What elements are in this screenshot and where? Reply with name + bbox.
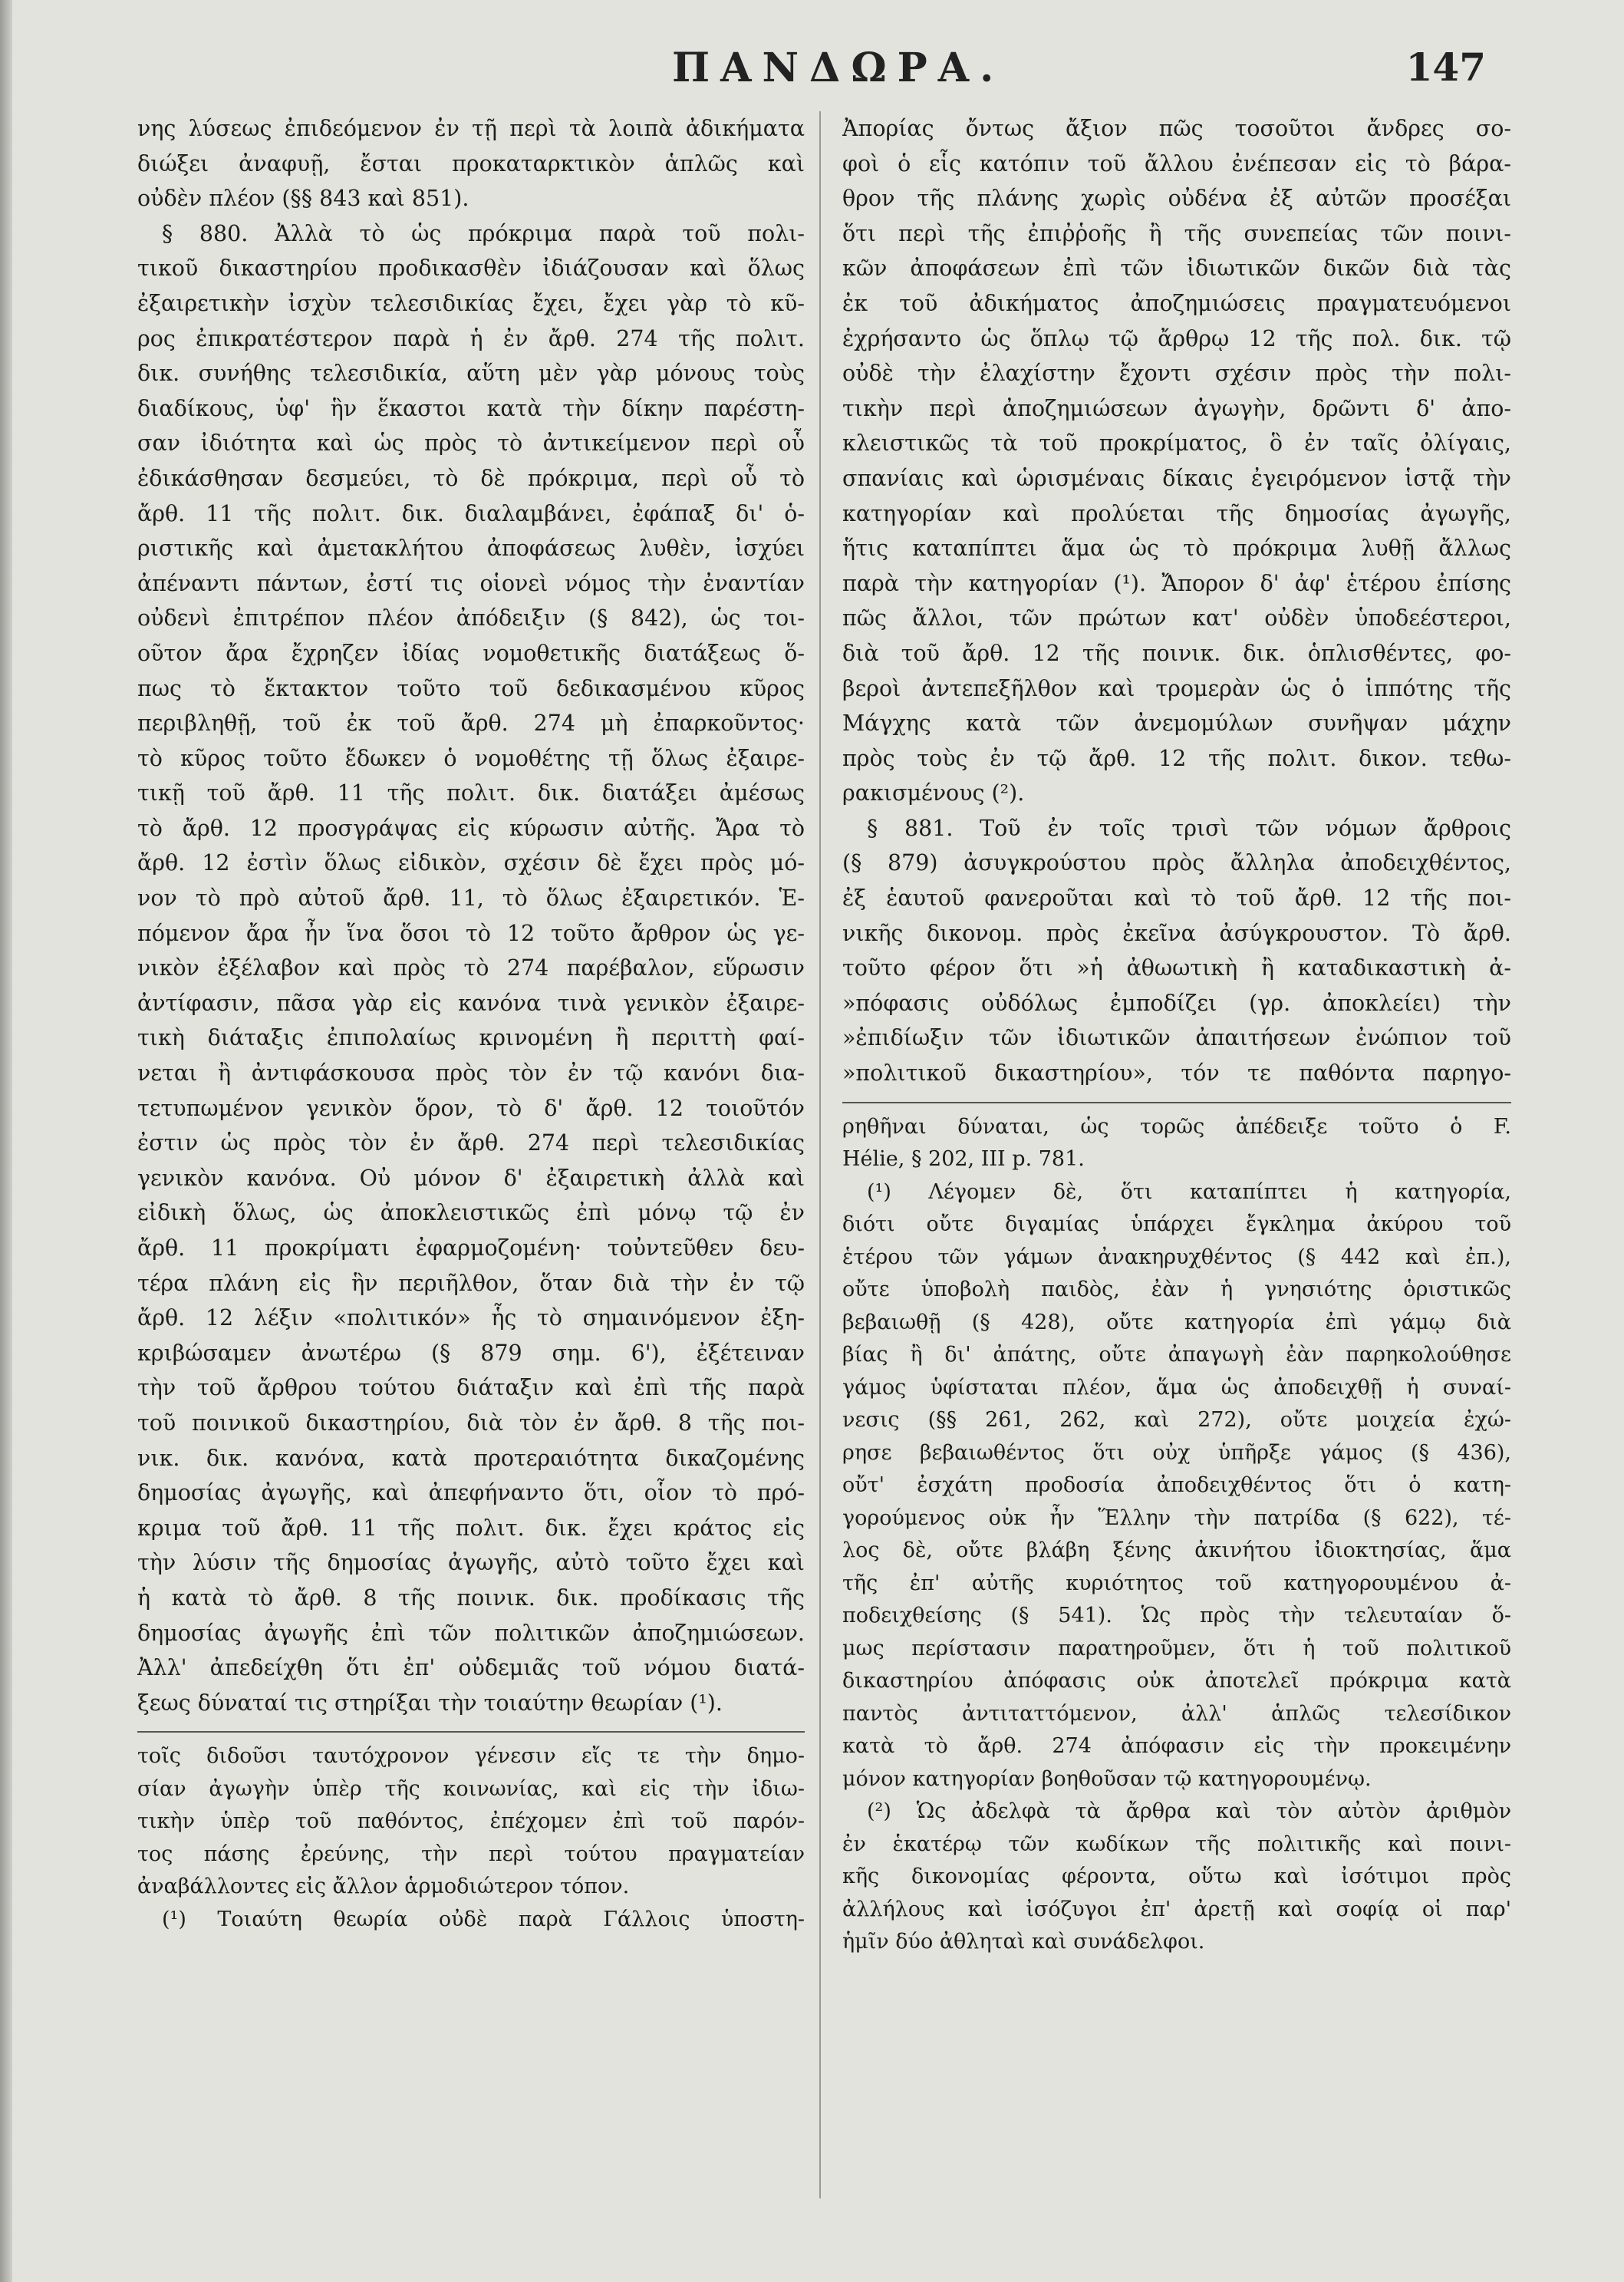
text-line: κλειστικῶς τὰ τοῦ προκρίματος, ὃ ἐν ταῖς ὀλίγαις, bbox=[842, 430, 1511, 457]
text-line: νικὸν ἐξέλαβον καὶ πρὸς τὸ 274 παρέβαλον, εὕρωσιν bbox=[137, 955, 805, 981]
text-line: διαδίκους, ὑφ' ἣν ἕκαστοι κατὰ τὴν δίκην παρέστη- bbox=[137, 395, 805, 421]
page-number: 147 bbox=[1405, 45, 1486, 90]
text-line: ἐξαιρετικὴν ἰσχὺν τελεσιδικίας ἔχει, ἔχει γὰρ τὸ κῦ- bbox=[137, 290, 805, 316]
footnote-line: βίας ἢ δι' ἀπάτης, οὔτε ἀπαγωγὴ ἐὰν παρηκολούθησε bbox=[842, 1343, 1511, 1367]
text-line: κῶν ἀποφάσεων ἐπὶ τῶν ἰδιωτικῶν δικῶν διὰ τὰς bbox=[842, 256, 1511, 282]
text-line: Ἀλλ' ἀπεδείχθη ὅτι ἐπ' οὐδεμιᾶς τοῦ νόμου διατά- bbox=[137, 1655, 805, 1681]
text-line: ἥτις καταπίπτει ἅμα ὡς τὸ πρόκριμα λυθῇ ἄλλως bbox=[842, 536, 1511, 562]
footnote-line: σίαν ἀγωγὴν ὑπὲρ τῆς κοινωνίας, καὶ εἰς τὴν ἰδιω- bbox=[137, 1776, 805, 1801]
book-page bbox=[12, 0, 1624, 2282]
text-line: νικ. δικ. κανόνα, κατὰ προτεραιότητα δικαζομένης bbox=[137, 1445, 805, 1471]
footnote-2: (²) Ὡς ἀδελφὰ τὰ ἄρθρα καὶ τὸν αὐτὸν ἀριθμὸν bbox=[867, 1799, 1511, 1824]
footnote-line: οὔτε ὑποβολὴ παιδὸς, ἐὰν ἡ γνησιότης ὁριστικῶς bbox=[842, 1278, 1511, 1302]
text-line: οῦτον ἄρα ἔχρηζεν ἰδίας νομοθετικῆς διατάξεως ὅ- bbox=[137, 640, 805, 666]
text-line: τικοῦ δικαστηρίου προδικασθὲν ἰδιάζουσαν καὶ ὅλως bbox=[137, 256, 805, 282]
left-column bbox=[137, 111, 805, 1936]
text-line: φοὶ ὁ εἷς κατόπιν τοῦ ἄλλου ἐνέπεσαν εἰς τὸ βάρα- bbox=[842, 150, 1511, 176]
text-line: νεται ἢ ἀντιφάσκουσα πρὸς τὸν ἐν τῷ κανόνι δια- bbox=[137, 1060, 805, 1087]
footnote-line: τοῖς διδοῦσι ταυτόχρονον γένεσιν εἴς τε τὴν δημο- bbox=[137, 1744, 805, 1769]
text-line: ἀντίφασιν, πᾶσα γὰρ εἰς κανόνα τινὰ γενικὸν ἐξαιρε- bbox=[137, 990, 805, 1016]
text-line: ἄρθ. 12 ἐστὶν ὅλως εἰδικὸν, σχέσιν δὲ ἔχει πρὸς μό- bbox=[137, 850, 805, 876]
footnote-line: γάμος ὑφίσταται πλέον, ἅμα ὡς ἀποδειχθῇ ἡ συναί- bbox=[842, 1375, 1511, 1400]
text-line: »πόφασις οὐδόλως ἐμποδίζει (γρ. ἀποκλείει) τὴν bbox=[842, 990, 1511, 1016]
text-line: δικ. συνήθης τελεσιδικία, αὕτη μὲν γὰρ μόνους τοὺς bbox=[137, 361, 805, 387]
footnote-rule bbox=[842, 1102, 1511, 1103]
text-line: »πολιτικοῦ δικαστηρίου», τόν τε παθόντα παρηγο- bbox=[842, 1060, 1511, 1087]
left-main-text bbox=[137, 111, 805, 1720]
text-line: ἐκ τοῦ ἀδικήματος ἀποζημιώσεις πραγματευόμενοι bbox=[842, 290, 1511, 316]
text-line: τὸ κῦρος τοῦτο ἔδωκεν ὁ νομοθέτης τῇ ὅλως ἐξαιρε- bbox=[137, 745, 805, 771]
text-line: οὐδενὶ ἐπιτρέπον πλέον ἀπόδειξιν (§ 842), ὡς τοι- bbox=[137, 605, 805, 632]
text-line: (§ 879) ἀσυγκρούστου πρὸς ἄλληλα ἀποδειχθέντος, bbox=[842, 850, 1511, 876]
running-head bbox=[12, 45, 1624, 98]
text-line: πρὸς τοὺς ἐν τῷ ἄρθ. 12 τῆς πολιτ. δικον. τεθω- bbox=[842, 745, 1511, 771]
footnote-line: κατὰ τὸ ἄρθ. 274 ἀπόφασιν εἰς τὴν προκειμένην bbox=[842, 1734, 1511, 1759]
text-line: εἰδικὴ ὅλως, ὡς ἀποκλειστικῶς ἐπὶ μόνῳ τῷ ἐν bbox=[137, 1200, 805, 1226]
text-line: τετυπωμένον γενικὸν ὅρον, τὸ δ' ἄρθ. 12 τοιοῦτόν bbox=[137, 1095, 805, 1121]
text-line: τοῦτο φέρον ὅτι »ἡ ἀθωωτικὴ ἢ καταδικαστικὴ ἀ- bbox=[842, 955, 1511, 981]
text-line: διώξει ἀναφυῇ, ἔσται προκαταρκτικὸν ἁπλῶς καὶ bbox=[137, 150, 805, 176]
text-line: κριμα τοῦ ἄρθ. 11 τῆς πολιτ. δικ. ἔχει κράτος εἰς bbox=[137, 1515, 805, 1541]
text-line: ἄρθ. 11 προκρίματι ἐφαρμοζομένη· τοὐντεῦθεν δευ- bbox=[137, 1235, 805, 1261]
text-line: τὴν τοῦ ἄρθρου τούτου διάταξιν καὶ ἐπὶ τῆς παρὰ bbox=[137, 1375, 805, 1401]
footnote-line: ἡμῖν δύο ἀθληταὶ καὶ συνάδελφοι. bbox=[842, 1930, 1205, 1954]
footnote-line: διότι οὔτε διγαμίας ὑπάρχει ἔγκλημα ἀκύρου τοῦ bbox=[842, 1212, 1511, 1237]
footnote-line: βεβαιωθῇ (§ 428), οὔτε κατηγορία ἐπὶ γάμῳ διὰ bbox=[842, 1310, 1511, 1334]
text-line: νης λύσεως ἐπιδεόμενον ἐν τῇ περὶ τὰ λοιπὰ ἀδικήματα bbox=[137, 116, 805, 141]
text-line: ἡ κατὰ τὸ ἄρθ. 8 τῆς ποινικ. δικ. προδίκασις τῆς bbox=[137, 1585, 805, 1611]
footnote-line: ρησε βεβαιωθέντος ὅτι οὐχ ὑπῆρξε γάμος (§ 436), bbox=[842, 1440, 1511, 1465]
text-line: ξεως δύναταί τις στηρίξαι τὴν τοιαύτην θεωρίαν (¹). bbox=[137, 1690, 723, 1716]
text-line: τὸ ἄρθ. 12 προσγράψας εἰς κύρωσιν αὐτῆς. Ἄρα τὸ bbox=[137, 815, 805, 841]
footnote-1: (¹) Λέγομεν δὲ, ὅτι καταπίπτει ἡ κατηγορία, bbox=[867, 1179, 1511, 1204]
footnote-line: ἀλλήλους καὶ ἰσόζυγοι ἐπ' ἀρετῇ καὶ σοφίᾳ οἱ παρ' bbox=[842, 1897, 1511, 1921]
text-line: δημοσίας ἀγωγῆς ἐπὶ τῶν πολιτικῶν ἀποζημιώσεων. bbox=[137, 1620, 805, 1646]
text-line: τικὴν περὶ ἀποζημιώσεων ἀγωγὴν, δρῶντι δ' ἀπο- bbox=[842, 395, 1511, 421]
text-line: ἀπέναντι πάντων, ἐστί τις οἱονεὶ νόμος τὴν ἐναντίαν bbox=[137, 570, 805, 596]
footnote-line: παντὸς ἀντιταττόμενον, ἀλλ' ἁπλῶς τελεσίδικον bbox=[842, 1701, 1511, 1726]
footnote-line: κῆς δικονομίας φέροντα, οὕτω καὶ ἰσότιμοι πρὸς bbox=[842, 1865, 1511, 1889]
footnote-rule bbox=[137, 1731, 805, 1733]
text-line: »ἐπιδίωξιν τῶν ἰδιωτικῶν ἀπαιτήσεων ἐνώπιον τοῦ bbox=[842, 1025, 1511, 1051]
footnote-line: τῆς ἐπ' αὐτῆς κυριότητος τοῦ κατηγορουμένου ἀ- bbox=[842, 1571, 1511, 1595]
text-line: τοῦ ποινικοῦ δικαστηρίου, διὰ τὸν ἐν ἄρθ. 8 τῆς ποι- bbox=[137, 1410, 805, 1436]
text-line: διὰ τοῦ ἄρθ. 12 τῆς ποινικ. δικ. ὁπλισθέντες, φο- bbox=[842, 640, 1511, 666]
text-line: κατηγορίαν καὶ προλύεται τῆς δημοσίας ἀγωγῆς, bbox=[842, 500, 1511, 526]
footnote-line: μόνον κατηγορίαν βοηθοῦσαν τῷ κατηγορουμένῳ. bbox=[842, 1766, 1372, 1791]
text-line: τέρα πλάνη εἰς ἣν περιῆλθον, ὅταν διὰ τὴν ἐν τῷ bbox=[137, 1270, 805, 1296]
footnote-line: οὔτ' ἐσχάτη προδοσία ἀποδειχθέντος ὅτι ὁ κατη- bbox=[842, 1473, 1511, 1498]
footnote-line: ἐν ἑκατέρῳ τῶν κωδίκων τῆς πολιτικῆς καὶ ποινι- bbox=[842, 1832, 1511, 1856]
footnote-line: μως περίστασιν παρατηροῦμεν, ὅτι ἡ τοῦ πολιτικοῦ bbox=[842, 1636, 1511, 1660]
text-line: νικῆς δικονομ. πρὸς ἐκεῖνα ἀσύγκρουστον. Τὸ ἄρθ. bbox=[842, 920, 1511, 946]
footnote-line: γορούμενος οὐκ ἦν Ἕλλην τὴν πατρίδα (§ 622), τέ- bbox=[842, 1505, 1511, 1530]
text-line: Μάγχης κατὰ τῶν ἀνεμομύλων συνῆψαν μάχην bbox=[842, 711, 1511, 737]
footnote-line: δικαστηρίου ἀπόφασις οὐκ ἀποτελεῖ πρόκριμα κατὰ bbox=[842, 1669, 1511, 1693]
footnote-line: νεσις (§§ 261, 262, καὶ 272), οὔτε μοιχεία ἐχώ- bbox=[842, 1408, 1511, 1433]
footnote-line: ποδειχθείσης (§ 541). Ὡς πρὸς τὴν τελευταίαν ὅ- bbox=[842, 1604, 1511, 1628]
text-line: ἐδικάσθησαν δεσμεύει, τὸ δὲ πρόκριμα, περὶ οὗ τὸ bbox=[137, 465, 805, 491]
text-line: τικὴ διάταξις ἐπιπολαίως κρινομένη ἢ περιττὴ φαί- bbox=[137, 1025, 805, 1051]
text-line: νον τὸ πρὸ αὐτοῦ ἄρθ. 11, τὸ ὅλως ἐξαιρετικόν. Ἑ- bbox=[137, 885, 805, 912]
text-line: πόμενον ἄρα ἦν ἵνα ὅσοι τὸ 12 τοῦτο ἄρθρον ὡς γε- bbox=[137, 920, 805, 946]
text-line: βεροὶ ἀντεπεξῆλθον καὶ τρομερὰν ὡς ὁ ἱππότης τῆς bbox=[842, 675, 1511, 701]
column-divider bbox=[819, 111, 821, 2198]
text-line: οὐδὲν πλέον (§§ 843 καὶ 851). bbox=[137, 186, 469, 212]
text-line: ρακισμένους (²). bbox=[842, 780, 1025, 806]
section-881-start: § 881. Τοῦ ἐν τοῖς τρισὶ τῶν νόμων ἄρθροις bbox=[867, 815, 1511, 841]
text-line: σπανίαις καὶ ὡρισμέναις δίκαις ἐγειρόμενον ἱστᾷ τὴν bbox=[842, 465, 1511, 491]
text-line: ἐχρήσαντο ὡς ὅπλῳ τῷ ἄρθρῳ 12 τῆς πολ. δικ. τῷ bbox=[842, 325, 1511, 351]
text-line: παρὰ τὴν κατηγορίαν (¹). Ἄπορον δ' ἀφ' ἑτέρου ἐπίσης bbox=[842, 570, 1511, 596]
text-line: ριστικῆς καὶ ἀμετακλήτου ἀποφάσεως λυθὲν, ἰσχύει bbox=[137, 536, 805, 562]
right-main-text bbox=[842, 111, 1511, 1091]
text-line: ἄρθ. 12 λέξιν «πολιτικόν» ἧς τὸ σημαινόμενον ἐξη- bbox=[137, 1305, 805, 1331]
text-line: δημοσίας ἀγωγῆς, καὶ ἀπεφήναντο ὅτι, οἷον τὸ πρό- bbox=[137, 1480, 805, 1506]
text-line: ἐξ ἑαυτοῦ φανεροῦται καὶ τὸ τοῦ ἄρθ. 12 τῆς ποι- bbox=[842, 885, 1511, 912]
running-title: ΠΑΝΔΩΡΑ. bbox=[672, 45, 1005, 91]
footnote-line: ἑτέρου τῶν γάμων ἀνακηρυχθέντος (§ 442 καὶ ἐπ.), bbox=[842, 1245, 1511, 1269]
text-line: οὐδὲ τὴν ἐλαχίστην ἔχοντι σχέσιν πρὸς τὴν πολι- bbox=[842, 361, 1511, 387]
text-line: γενικὸν κανόνα. Οὐ μόνον δ' ἐξαιρετικὴ ἀλλὰ καὶ bbox=[137, 1165, 805, 1191]
left-footnotes bbox=[137, 1740, 805, 1936]
footnote-line: ρηθῆναι δύναται, ὡς τορῶς ἀπέδειξε τοῦτο ὁ F. bbox=[842, 1114, 1511, 1139]
text-line: πῶς ἄλλοι, τῶν πρώτων κατ' οὐδὲν ὑποδεέστεροι, bbox=[842, 605, 1511, 632]
text-line: περιβληθῇ, τοῦ ἐκ τοῦ ἄρθ. 274 μὴ ἐπαρκοῦντος· bbox=[137, 711, 805, 737]
text-line: Ἀπορίας ὄντως ἄξιον πῶς τοσοῦτοι ἄνδρες σο- bbox=[842, 116, 1511, 141]
section-880-start: § 880. Ἀλλὰ τὸ ὡς πρόκριμα παρὰ τοῦ πολι- bbox=[162, 220, 805, 246]
text-line: ὅτι περὶ τῆς ἐπιῤῥοῆς ἢ τῆς συνεπείας τῶν ποινι- bbox=[842, 220, 1511, 246]
footnote-line: τος πάσης ἐρεύνης, τὴν περὶ τούτου πραγματείαν bbox=[137, 1842, 805, 1866]
footnote-line: Hélie, § 202, III p. 781. bbox=[842, 1147, 1085, 1172]
footnote-line: ἀναβάλλοντες εἰς ἄλλον ἁρμοδιώτερον τόπον. bbox=[137, 1875, 630, 1899]
text-line: τὴν λύσιν τῆς δημοσίας ἀγωγῆς, αὐτὸ τοῦτο ἔχει καὶ bbox=[137, 1550, 805, 1576]
footnote-1: (¹) Τοιαύτη θεωρία οὐδὲ παρὰ Γάλλοις ὑποστη- bbox=[162, 1907, 805, 1931]
text-line: ἄρθ. 11 τῆς πολιτ. δικ. διαλαμβάνει, ἐφάπαξ δι' ὁ- bbox=[137, 500, 805, 526]
text-line: σαν ἰδιότητα καὶ ὡς πρὸς τὸ ἀντικείμενον περὶ οὗ bbox=[137, 430, 805, 457]
right-column bbox=[842, 111, 1511, 1959]
page-binding-edge bbox=[0, 0, 12, 2282]
text-line: ἐστιν ὡς πρὸς τὸν ἐν ἄρθ. 274 περὶ τελεσιδικίας bbox=[137, 1130, 805, 1156]
text-line: πως τὸ ἔκτακτον τοῦτο τοῦ δεδικασμένου κῦρος bbox=[137, 675, 805, 701]
footnote-line: τικὴν ὑπὲρ τοῦ παθόντος, ἐπέχομεν ἐπὶ τοῦ παρόν- bbox=[137, 1809, 805, 1834]
right-footnotes bbox=[842, 1111, 1511, 1959]
text-line: τικῇ τοῦ ἄρθ. 11 τῆς πολιτ. δικ. διατάξει ἀμέσως bbox=[137, 780, 805, 806]
text-line: θρον τῆς πλάνης χωρὶς οὐδένα ἐξ αὐτῶν προσέξαι bbox=[842, 186, 1511, 212]
footnote-line: λος δὲ, οὔτε βλάβη ξένης ἀκινήτου ἰδιοκτησίας, ἅμα bbox=[842, 1538, 1511, 1563]
text-line: ρος ἐπικρατέστερον παρὰ ἡ ἐν ἄρθ. 274 τῆς πολιτ. bbox=[137, 325, 805, 351]
text-line: κριβώσαμεν ἀνωτέρω (§ 879 σημ. 6'), ἐξέτειναν bbox=[137, 1340, 805, 1366]
